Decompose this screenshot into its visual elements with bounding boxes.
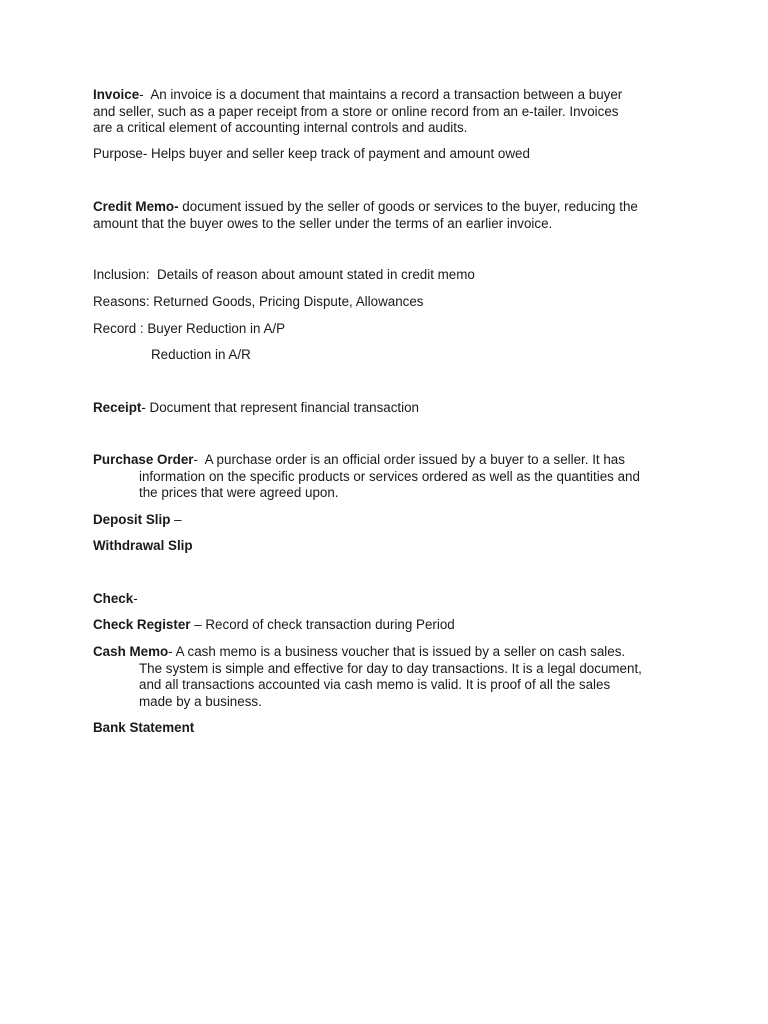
deposit-slip-term: Deposit Slip: [93, 512, 171, 527]
purchase-order-line1: - A purchase order is an official order issued by a buyer to a seller. It has: [193, 452, 625, 467]
reasons-paragraph: Reasons: Returned Goods, Pricing Dispute, Allowances: [93, 294, 424, 309]
purchase-order-paragraph: [93, 452, 683, 469]
receipt-rest: - Document that represent financial transaction: [141, 400, 420, 415]
purpose-paragraph: Purpose- Helps buyer and seller keep track of payment and amount owed: [93, 146, 530, 161]
check-rest: -: [133, 591, 138, 606]
cash-memo-line4: made by a business.: [139, 693, 262, 709]
credit-memo-line1: document issued by the seller of goods or services to the buyer, reducing the: [178, 199, 638, 214]
invoice-line1: An invoice is a document that maintains a record a transaction between a buyer: [143, 87, 623, 102]
inclusion-paragraph: Inclusion: Details of reason about amount stated in credit memo: [93, 267, 475, 282]
purchase-order-term: Purchase Order: [93, 452, 194, 467]
purchase-order-line3: the prices that were agreed upon.: [139, 485, 339, 500]
check-register-paragraph: [93, 617, 683, 634]
bank-statement-term: Bank Statement: [93, 720, 195, 735]
cash-memo-line2: The system is simple and effective for day to day transactions. It is a legal document,: [139, 660, 642, 676]
purchase-order-line2: information on the specific products or services ordered as well as the quantities and: [139, 468, 640, 484]
receipt-term: Receipt: [93, 400, 142, 415]
check-paragraph: [93, 591, 683, 608]
withdrawal-slip-paragraph: [93, 538, 683, 555]
credit-memo-term: Credit Memo: [93, 199, 175, 214]
invoice-line2: and seller, such as a paper receipt from a store or online record from an e-tailer. Invoices: [93, 103, 619, 119]
cash-memo-line1: - A cash memo is a business voucher that is issued by a seller on cash sales.: [168, 644, 626, 659]
receipt-paragraph: [93, 400, 683, 417]
credit-memo-paragraph: [93, 199, 683, 216]
deposit-slip-paragraph: [93, 512, 683, 529]
invoice-line3: are a critical element of accounting internal controls and audits.: [93, 120, 468, 135]
cash-memo-paragraph: [93, 644, 683, 661]
invoice-paragraph: [93, 87, 683, 104]
cash-memo-line3: and all transactions accounted via cash memo is valid. It is proof of all the sales: [139, 677, 611, 692]
check-register-rest: – Record of check transaction during Period: [190, 617, 455, 632]
cash-memo-term: Cash Memo: [93, 644, 169, 659]
invoice-term: Invoice: [93, 87, 140, 102]
invoice-sep: -: [139, 87, 144, 102]
credit-memo-sep: -: [174, 199, 179, 214]
bank-statement-paragraph: [93, 720, 683, 737]
withdrawal-slip-term: Withdrawal Slip: [93, 538, 193, 553]
check-term: Check: [93, 591, 134, 606]
record-paragraph: Record : Buyer Reduction in A/P: [93, 321, 286, 336]
credit-memo-line2: amount that the buyer owes to the seller under the terms of an earlier invoice.: [93, 215, 553, 231]
deposit-slip-rest: –: [170, 512, 182, 527]
record-indent-line: Reduction in A/R: [151, 347, 251, 362]
check-register-term: Check Register: [93, 617, 191, 632]
